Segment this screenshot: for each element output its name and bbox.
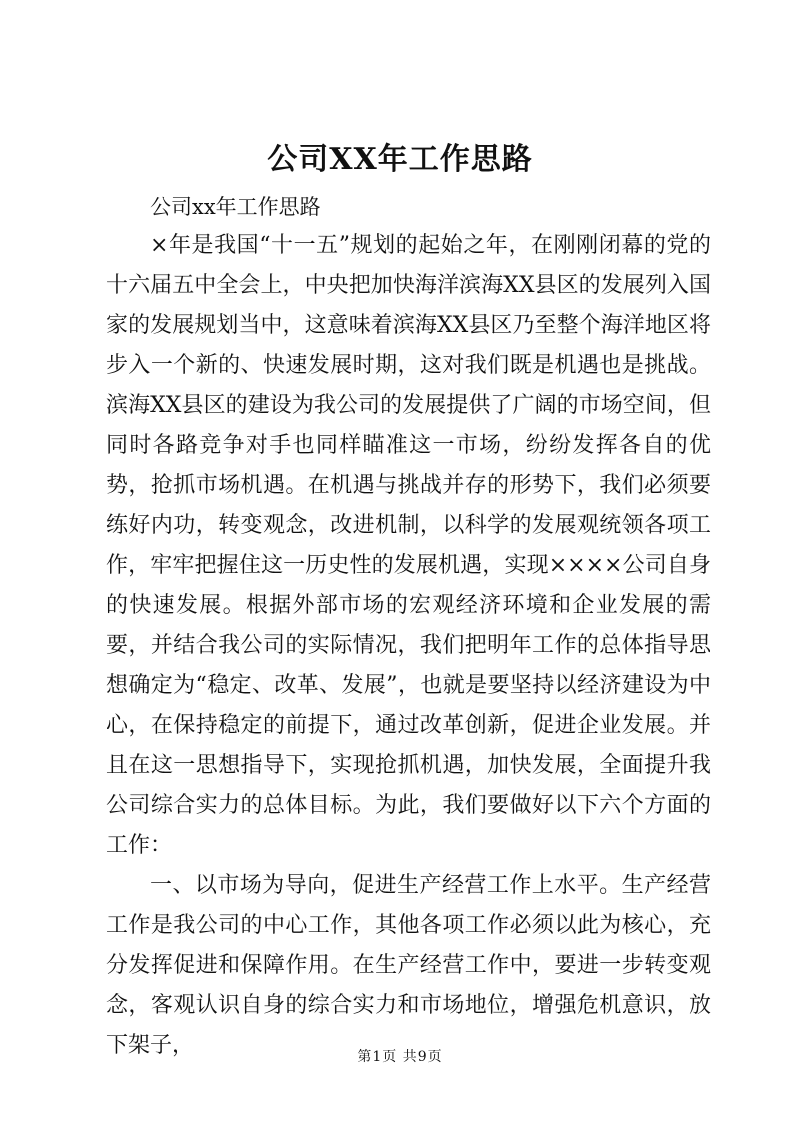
document-title: 公司XX年工作思路 bbox=[267, 142, 533, 177]
document-body bbox=[106, 188, 711, 1066]
paragraph: 一、以市场为导向，促进生产经营工作上水平。生产经营工作是我公司的中心工作，其他各项工作必须以此为核心，充分发挥促进和保障作用。在生产经营工作中，要进一步转变观念，客观认识自身的综合实力和市场地位，增强危机意识，放下架子， bbox=[106, 873, 711, 1058]
page-footer: 第1页 共9页 bbox=[357, 1049, 443, 1065]
paragraph: ×年是我国“十一五”规划的起始之年，在刚刚闭幕的党的十六届五中全会上，中央把加快海洋滨海XX县区的发展列入国家的发展规划当中，这意味着滨海XX县区乃至整个海洋地区将步入一个新的、快速发展时期，这对我们既是机遇也是挑战。滨海XX县区的建设为我公司的发展提供了广阔的市场空间，但同时各路竞争对手也同样瞄准这一市场，纷纷发挥各自的优势，抢抓市场机遇。在机遇与挑战并存的形势下，我们必须要练好内功，转变观念，改进机制，以科学的发展观统领各项工作，牢牢把握住这一历史性的发展机遇，实现××××公司自身的快速发展。根据外部市场的宏观经济环境和企业发展的需要，并结合我公司的实际情况，我们把明年工作的总体指导思想确定为“稳定、改革、发展”，也就是要坚持以经济建设为中心，在保持稳定的前提下，通过改革创新，促进企业发展。并且在这一思想指导下，实现抢抓机遇，加快发展，全面提升我公司综合实力的总体目标。为此，我们要做好以下六个方面的工作： bbox=[106, 233, 711, 858]
document-subtitle: 公司xx年工作思路 bbox=[150, 195, 321, 219]
